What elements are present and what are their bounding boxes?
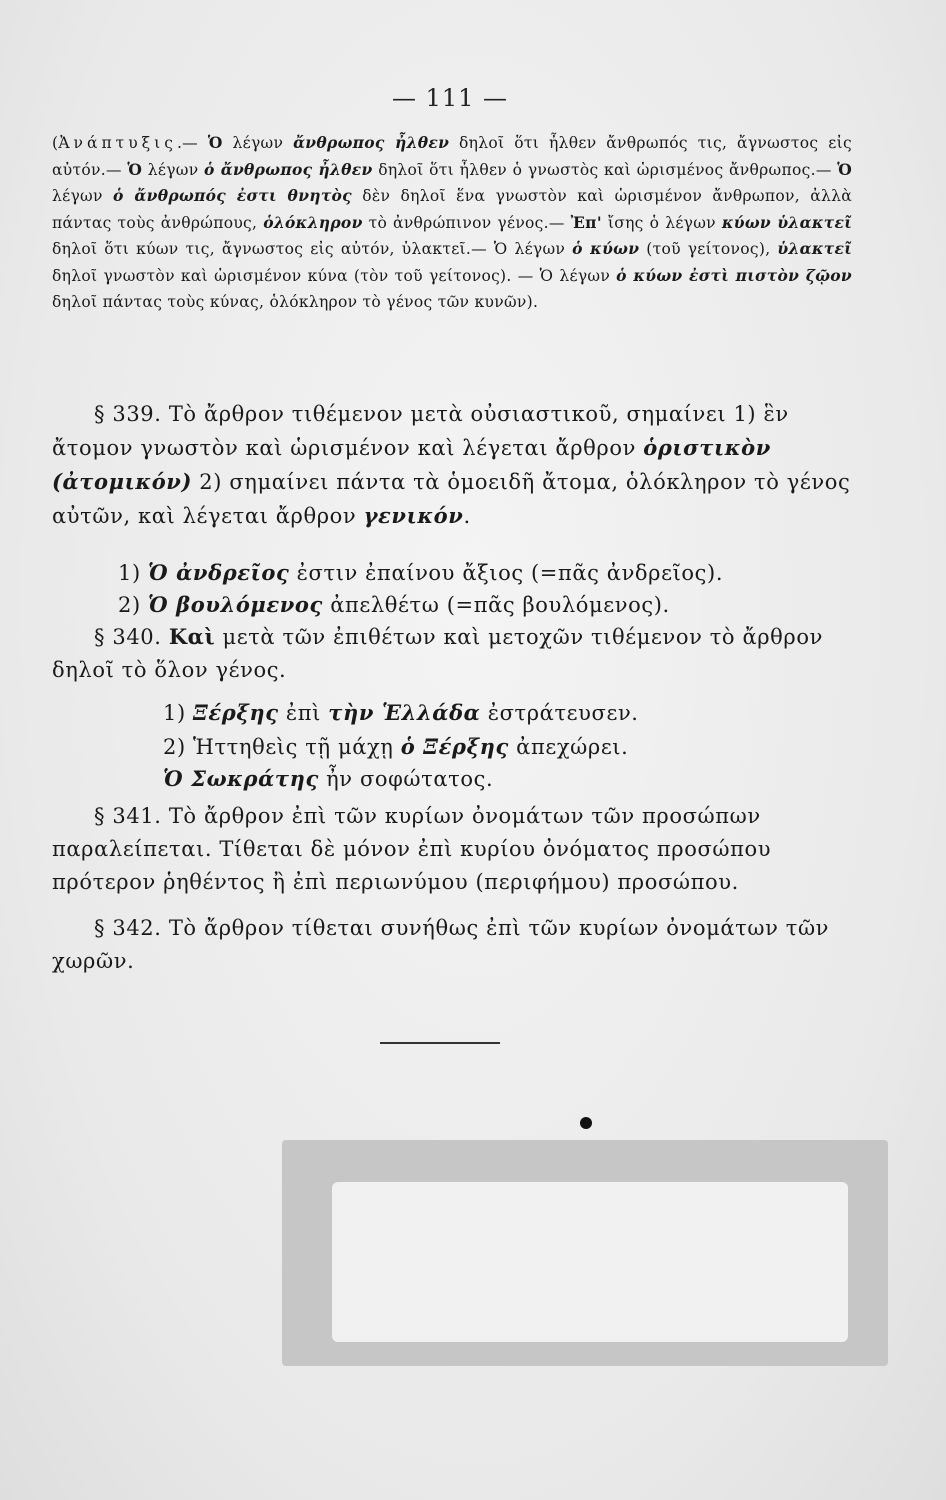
note-bold: Ὁ [837, 159, 853, 179]
example-text: Ἡττηθεὶς τῇ μάχῃ [193, 735, 401, 759]
example-339-2 [118, 588, 670, 622]
section-342 [52, 912, 852, 978]
example-emphasis: Ὁ ἀνδρεῖος [148, 560, 290, 585]
note-emphasis: ὁ κύων [572, 239, 640, 258]
section-text: Τὸ ἄρθρον τίθεται συνήθως ἐπὶ τῶν κυρίων ὀνομάτων τῶν χωρῶν. [52, 916, 830, 973]
term-definite: ὁριστικὸν (ἀτομικόν) [52, 435, 771, 494]
term-generic: γενικόν [363, 503, 464, 528]
section-number: § 340. [94, 625, 162, 649]
page-number: — 111 — [391, 84, 509, 112]
section-text: μετὰ τῶν ἐπιθέτων καὶ μετοχῶν τιθέμενον τὸ ἄρθρον δηλοῖ τὸ ὅλον γένος. [52, 625, 823, 682]
section-339 [52, 398, 852, 533]
note-text: λέγων [222, 134, 294, 152]
example-emphasis: Ὁ Σωκράτης [163, 766, 319, 791]
example-340-3 [163, 762, 493, 796]
note-emphasis: ὁ ἄνθρωπός ἐστι θνητὸς [113, 186, 352, 205]
example-340-1 [163, 696, 639, 730]
example-number: 1) [118, 561, 149, 585]
example-number: 1) [163, 701, 194, 725]
example-text: ἀπελθέτω (=πᾶς βουλόμενος). [322, 593, 670, 617]
note-emphasis: ὁ ἄνθρωπος ἦλθεν [204, 159, 373, 179]
note-text: ἴσης ὁ λέγων [601, 213, 722, 232]
faded-stamp-inner [332, 1182, 848, 1342]
note-text: δηλοῖ ὅτι ἦλθεν ὁ γνωστὸς καὶ ὡρισμένος ἄνθρωπος.— [372, 160, 838, 179]
note-emphasis: ὑλακτεῖ [777, 239, 853, 258]
note-text: δηλοῖ πάντας τοὺς κύνας, ὁλόκληρον τὸ γένος τῶν κυνῶν). [52, 293, 539, 311]
note-emphasis: ὁ κύων ἐστὶ πιστὸν ζῷον [616, 265, 852, 285]
note-text: λέγων [52, 187, 113, 205]
note-text: δηλοῖ ὅτι ἦλθεν ἄνθρωπός τις, ἄγνωστος εἰς αὐτόν.— [52, 134, 852, 179]
example-number: 2) [163, 735, 194, 759]
section-text: Τὸ ἄρθρον ἐπὶ τῶν κυρίων ὀνομάτων τῶν προσώπων παραλείπεται. Τίθεται δὲ μόνον ἐπὶ κυρίου ὀνόματος προσώπου πρότερον ῥηθέντος ἢ ἐπὶ περιωνύμου (περιφήμου) προσώπου. [52, 804, 772, 894]
example-emphasis: Ὁ βουλόμενος [148, 592, 323, 617]
note-emphasis: ὁλόκληρον [263, 212, 363, 232]
example-text: ἐστράτευσεν. [480, 701, 639, 725]
end-rule-divider [380, 1042, 500, 1044]
section-text: . [463, 504, 471, 528]
example-text: ἀπεχώρει. [508, 735, 629, 759]
note-bold: Ὁ [207, 133, 223, 152]
section-number: § 341. [94, 804, 162, 828]
example-number: 2) [118, 593, 149, 617]
section-number: § 339. [94, 402, 162, 426]
note-text: δηλοῖ ὅτι κύων τις, ἄγνωστος εἰς αὐτόν, ὑλακτεῖ.— Ὁ λέγων [52, 240, 573, 258]
note-bold: Ὁ [127, 159, 143, 179]
note-text: (τοῦ γείτονος), [639, 240, 778, 258]
note-text: λέγων [142, 160, 205, 179]
example-text: ἐστιν ἐπαίνου ἄξιος (=πᾶς ἀνδρεῖος). [289, 561, 724, 585]
ink-dot [580, 1117, 592, 1129]
section-number: § 342. [94, 916, 162, 940]
note-emphasis: κύων ὑλακτεῖ [721, 212, 852, 232]
note-title: Ἀνάπτυξις [58, 134, 177, 152]
example-emphasis: ὁ Ξέρξης [400, 734, 509, 759]
example-emphasis: τὴν Ἑλλάδα [328, 700, 481, 725]
note-bold: Ἐπ' [570, 212, 602, 232]
note-text: δὲν δηλοῖ ἕνα γνωστὸν καὶ ὡρισμένον ἄνθρωπον, ἀλλὰ πάντας τοὺς ἀνθρώπους, [52, 187, 853, 232]
example-text: ἦν σοφώτατος. [318, 767, 494, 791]
section-text: Τὸ ἄρθρον τιθέμενον μετὰ οὐσιαστικοῦ, σημαίνει 1) ἓν ἄτομον γνωστὸν καὶ ὡρισμένον καὶ λέγεται ἄρθρον [52, 402, 789, 460]
note-text: δηλοῖ γνωστὸν καὶ ὡρισμένον κύνα (τὸν τοῦ γείτονος). — Ὁ λέγων [52, 266, 617, 285]
note-text: τὸ ἀνθρώπινον γένος.— [362, 213, 571, 232]
section-text: 2) σημαίνει πάντα τὰ ὁμοειδῆ ἄτομα, ὁλόκληρον τὸ γένος αὐτῶν, καὶ λέγεται ἄρθρον [52, 470, 851, 528]
explanatory-note [52, 130, 852, 316]
example-emphasis: Ξέρξης [193, 700, 279, 725]
example-339-1 [118, 556, 723, 590]
example-340-2 [163, 730, 628, 764]
note-emphasis: ἄνθρωπος ἦλθεν [293, 133, 450, 152]
note-text: .— [176, 134, 208, 152]
note-open-paren: ( [52, 134, 59, 152]
section-341 [52, 800, 852, 899]
example-text: ἐπὶ [278, 701, 329, 725]
section-bold: Καὶ [168, 624, 216, 649]
section-340 [52, 620, 852, 687]
